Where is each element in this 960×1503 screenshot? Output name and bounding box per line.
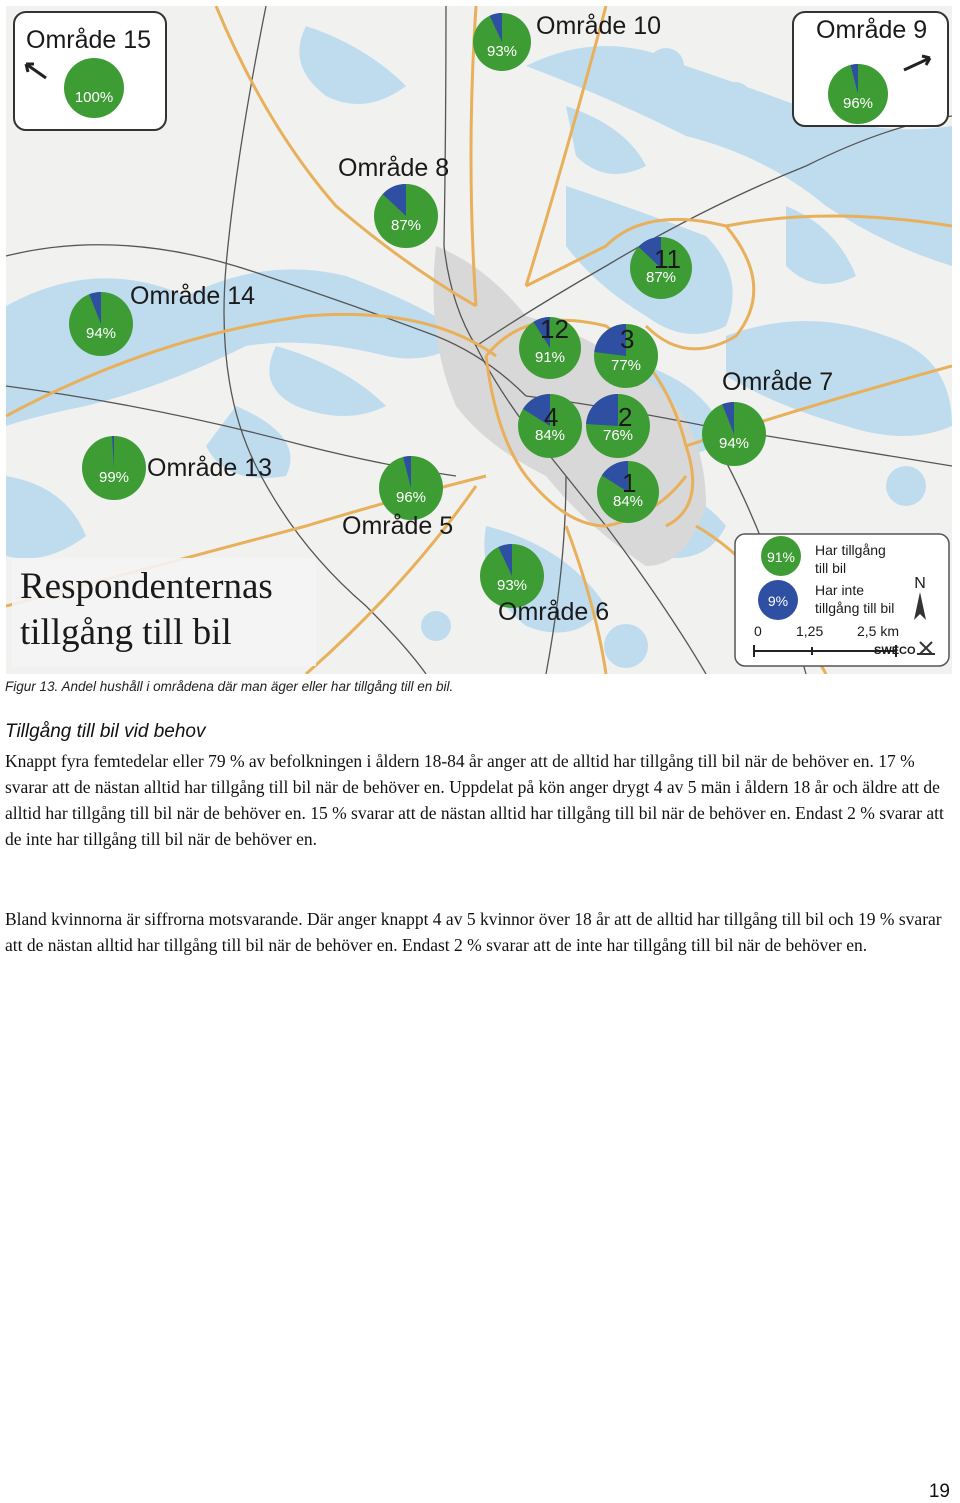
pie-pct-label: 87%: [390, 217, 422, 234]
pie-pct-label: 94%: [718, 435, 750, 452]
pie-pct-label: 77%: [610, 357, 642, 374]
pie-a9: [828, 64, 888, 124]
pie-has-car-slice: [64, 58, 124, 118]
pie-pct-label: 96%: [842, 95, 874, 112]
pie-pct-label: 94%: [85, 325, 117, 342]
pie-pct-label: 84%: [612, 493, 644, 510]
section-heading: Tillgång till bil vid behov: [5, 721, 206, 742]
area-label: Område 8: [338, 154, 450, 182]
brand-label: SWECO: [874, 645, 916, 657]
body-paragraph-2: Bland kvinnorna är siffrorna motsvarande. Där anger knappt 4 av 5 kvinnor över 18 år att de alltid har tillgång till bil och 19 % svarar att de nästan alltid har tillgång till bil när de behöver en. Endast 2 % svarar att de inte har tillgång till bil när de behöver en.: [5, 909, 942, 955]
area-label: 2: [618, 402, 633, 432]
scale-zero: 0: [754, 623, 762, 639]
legend-has-car-pct: 91%: [766, 549, 796, 565]
area-label: Område 13: [147, 454, 273, 482]
area-label: 4: [544, 402, 559, 432]
north-label: N: [914, 575, 926, 592]
legend-has-car-text: Har tillgång: [815, 542, 886, 558]
legend-has-car-text: till bil: [815, 560, 847, 576]
pie-pct-label: 93%: [496, 577, 528, 594]
pie-pct-label: 93%: [486, 43, 518, 60]
pie-pct-label: 96%: [395, 489, 427, 506]
area-map: [6, 6, 952, 674]
pie-pct-label: 91%: [534, 349, 566, 366]
pie-a13: [82, 436, 146, 500]
pie-a7: [702, 402, 766, 466]
pie-a10: [473, 13, 531, 71]
legend-no-car-text: Har inte: [815, 582, 865, 598]
legend-no-car-pct: 9%: [767, 593, 789, 609]
pie-pct-label: 99%: [98, 469, 130, 486]
pie-a14: [69, 292, 133, 356]
area-label: Område 7: [722, 368, 834, 396]
pie-pct-label: 76%: [602, 427, 634, 444]
pie-pct-label: 100%: [74, 89, 114, 106]
area-label: 3: [620, 324, 635, 354]
pie-a15: [64, 58, 124, 118]
scale-mid: 1,25: [796, 623, 824, 639]
page-number: 19: [928, 1481, 950, 1502]
area-label: 11: [654, 244, 681, 274]
area-label: 1: [622, 468, 637, 498]
figure-caption: Figur 13. Andel hushåll i områdena där man äger eller har tillgång till en bil.: [5, 679, 454, 694]
body-paragraph-1: Knappt fyra femtedelar eller 79 % av befolkningen i åldern 18-84 år anger att de alltid har tillgång till bil när de behöver en. 17 % svarar att de nästan alltid har tillgång till bil när de behöver en. Uppdelat på kön anger drygt 4 av 5 män i åldern 18 år och äldre att de alltid har tillgång till bil när de behöver en. 15 % svarar att de nästan alltid har tillgång till bil när de behöver en. Endast 2 % svarar att de inte har tillgång till bil när de behöver en.: [5, 751, 944, 849]
area-label: 12: [540, 314, 569, 344]
scale-end: 2,5 km: [857, 623, 900, 639]
pie-pct-label: 84%: [534, 427, 566, 444]
area-label: Område 14: [130, 282, 256, 310]
area-label: Område 15: [26, 26, 152, 54]
map-title-line2: tillgång till bil: [20, 612, 232, 653]
map-title-line1: Respondenternas: [20, 566, 273, 607]
area-label: Område 9: [816, 16, 928, 44]
area-label: Område 10: [536, 12, 662, 40]
legend-no-car-text: tillgång till bil: [815, 600, 895, 616]
area-label: Område 6: [498, 598, 610, 626]
area-label: Område 5: [342, 512, 454, 540]
pie-pct-label: 87%: [645, 269, 677, 286]
pie-a8: [374, 184, 438, 248]
pie-a5: [379, 456, 443, 520]
